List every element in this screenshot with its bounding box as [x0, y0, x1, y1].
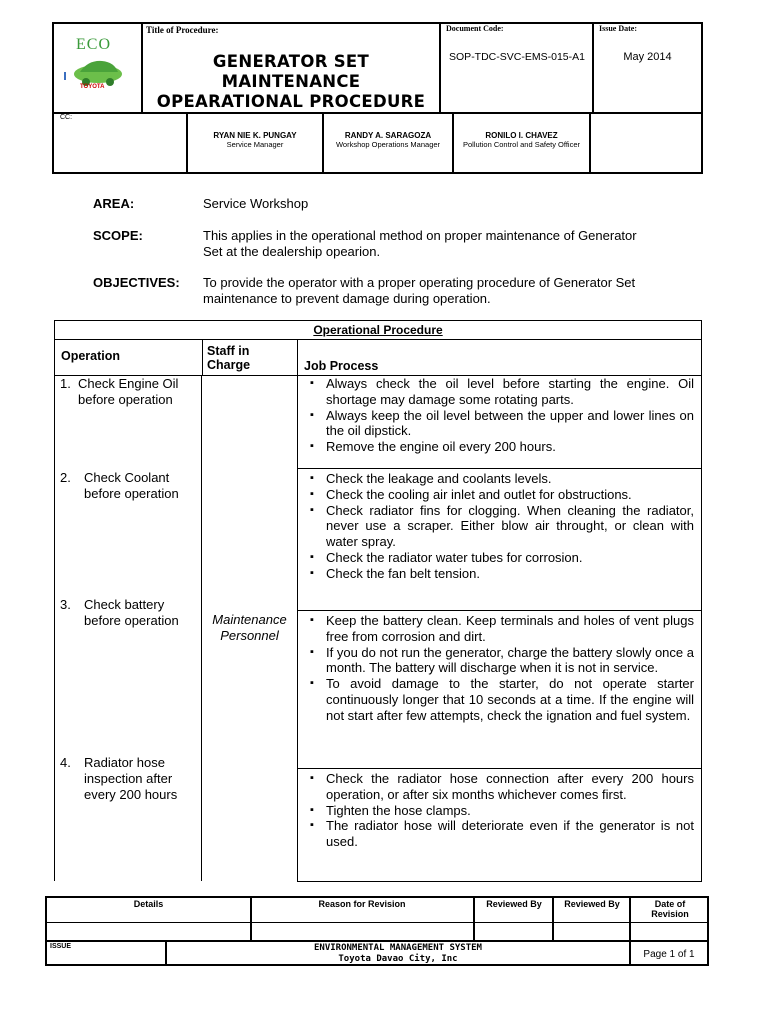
- job-process: [302, 771, 694, 850]
- signatory-role: Service Manager: [226, 140, 284, 149]
- operation-name: Check battery before operation: [84, 597, 179, 628]
- col-reason: Reason for Revision: [318, 899, 406, 909]
- divider: [202, 340, 203, 375]
- title-line: OPEARATIONAL PROCEDURE: [156, 92, 426, 111]
- logo-brand: TOYOTA: [80, 84, 105, 90]
- divider: [473, 898, 475, 942]
- divider: [297, 610, 702, 611]
- divider: [701, 376, 702, 881]
- divider: [54, 112, 701, 114]
- divider: [297, 768, 702, 769]
- job-step: ▪ Check the radiator hose connection after every 200 hours operation, or after six months whichever comes first.: [302, 771, 694, 803]
- operation-name: Check Coolant before operation: [84, 470, 179, 501]
- divider: [589, 112, 591, 172]
- title-line: GENERATOR SET: [212, 52, 370, 71]
- job-step: ▪ Check radiator fins for clogging. When cleaning the radiator, never use a scraper. Either blow air throught, or clean with water spray.: [302, 503, 694, 550]
- system-name: ENVIRONMENTAL MANAGEMENT SYSTEM: [314, 943, 482, 953]
- issue-date-label: Issue Date:: [599, 24, 637, 33]
- signatory-name: RANDY A. SARAGOZA: [344, 131, 432, 140]
- doc-code-label: Document Code:: [446, 24, 504, 33]
- signatory-name: RYAN NIE K. PUNGAY: [213, 131, 297, 140]
- job-step: ▪ Check the leakage and coolants levels.: [302, 471, 694, 487]
- scope-line: This applies in the operational method on proper maintenance of Generator: [203, 228, 637, 243]
- cc-label: CC:: [60, 114, 73, 121]
- objectives-label: OBJECTIVES:: [93, 275, 180, 290]
- procedure-title: Operational Procedure: [313, 323, 443, 337]
- objectives-line: To provide the operator with a proper operating procedure of Generator Set: [203, 275, 636, 290]
- staff-in-charge: Maintenance Personnel: [212, 612, 287, 643]
- system-info: [167, 943, 629, 965]
- divider: [297, 881, 702, 882]
- signatory: [454, 131, 589, 149]
- operation-name: Radiator hose inspection after every 200 hours: [84, 755, 178, 802]
- divider: [250, 898, 252, 942]
- job-step: ▪ Check the cooling air inlet and outlet for obstructions.: [302, 487, 694, 503]
- col-reviewed-by: Reviewed By: [486, 899, 542, 909]
- divider: [47, 940, 707, 942]
- col-date-of-revision: Date of Revision: [651, 899, 689, 919]
- operation-number: 1.: [60, 376, 71, 391]
- job-step: ▪ The radiator hose will deteriorate even if the generator is not used.: [302, 818, 694, 850]
- operation-number: 2.: [60, 470, 71, 485]
- job-step: ▪ Check the radiator water tubes for corrosion.: [302, 550, 694, 566]
- scope-label: SCOPE:: [93, 228, 143, 243]
- page-title: [142, 52, 440, 112]
- signatory: [324, 131, 452, 149]
- doc-code: SOP-TDC-SVC-EMS-015-A1: [449, 51, 585, 63]
- eco-logo: [58, 34, 138, 104]
- divider: [54, 376, 55, 881]
- divider: [54, 172, 701, 173]
- scope-line: Set at the dealership opearion.: [203, 244, 381, 259]
- objectives-value: [203, 275, 703, 307]
- signatory-role: Pollution Control and Safety Officer: [462, 140, 580, 149]
- issue-date: May 2014: [623, 51, 672, 63]
- divider: [47, 922, 707, 923]
- area-label: AREA:: [93, 196, 135, 211]
- eco-car-icon: [58, 52, 138, 102]
- signatory: [188, 131, 322, 149]
- title-line: MAINTENANCE: [221, 72, 361, 91]
- col-operation: Operation: [61, 349, 121, 363]
- divider: [297, 376, 298, 881]
- col-reviewed-by: Reviewed By: [564, 899, 620, 909]
- divider: [297, 468, 702, 469]
- procedure-header-row: [54, 340, 702, 376]
- title-label: Title of Procedure:: [146, 25, 219, 35]
- job-process: [302, 376, 694, 455]
- job-step: ▪ Always check the oil level before starting the engine. Oil shortage may damage some rotating parts.: [302, 376, 694, 408]
- company-name: Toyota Davao City, Inc: [338, 954, 458, 964]
- col-staff: Staff in Charge: [207, 344, 251, 372]
- job-step: ▪ Keep the battery clean. Keep terminals and holes of vent plugs free from corrosion and dirt.: [302, 613, 694, 645]
- col-job: Job Process: [304, 359, 379, 373]
- divider: [201, 376, 202, 881]
- signatory-role: Workshop Operations Manager: [335, 140, 441, 149]
- job-process: [302, 613, 694, 724]
- revision-footer: [45, 896, 709, 966]
- logo-text: ECO: [76, 36, 111, 53]
- job-step: ▪ To avoid damage to the starter, do not operate starter continuously longer that 10 seconds at a time. If the engine will not start after few attempts, check the ignation and fuel system.: [302, 676, 694, 723]
- job-step: ▪ Check the fan belt tension.: [302, 566, 694, 582]
- operation-item: [60, 597, 198, 629]
- divider: [297, 340, 298, 375]
- job-step: ▪ Tighten the hose clamps.: [302, 803, 694, 819]
- objectives-line: maintenance to prevent damage during operation.: [203, 291, 491, 306]
- col-details: Details: [133, 899, 164, 909]
- signatory-name: RONILO I. CHAVEZ: [485, 131, 558, 140]
- scope-value: [203, 228, 703, 260]
- job-step: ▪ Always keep the oil level between the upper and lower lines on the oil dipstick.: [302, 408, 694, 440]
- divider: [592, 24, 594, 112]
- operation-item: [60, 755, 198, 803]
- area-value: Service Workshop: [203, 196, 309, 211]
- operation-item: [60, 376, 198, 408]
- operation-number: 4.: [60, 755, 71, 770]
- job-step: ▪ Remove the engine oil every 200 hours.: [302, 439, 694, 455]
- job-step: ▪ If you do not run the generator, charge the battery slowly once a month. The battery will discharge when it is not in service.: [302, 645, 694, 677]
- procedure-title-row: [54, 320, 702, 340]
- document-header: [52, 22, 703, 174]
- divider: [552, 898, 554, 942]
- operation-name: Check Engine Oil before operation: [78, 376, 179, 407]
- job-process: [302, 471, 694, 582]
- operation-number: 3.: [60, 597, 71, 612]
- page-number: Page 1 of 1: [643, 949, 695, 960]
- issue-label: ISSUE: [50, 943, 72, 950]
- operation-item: [60, 470, 198, 502]
